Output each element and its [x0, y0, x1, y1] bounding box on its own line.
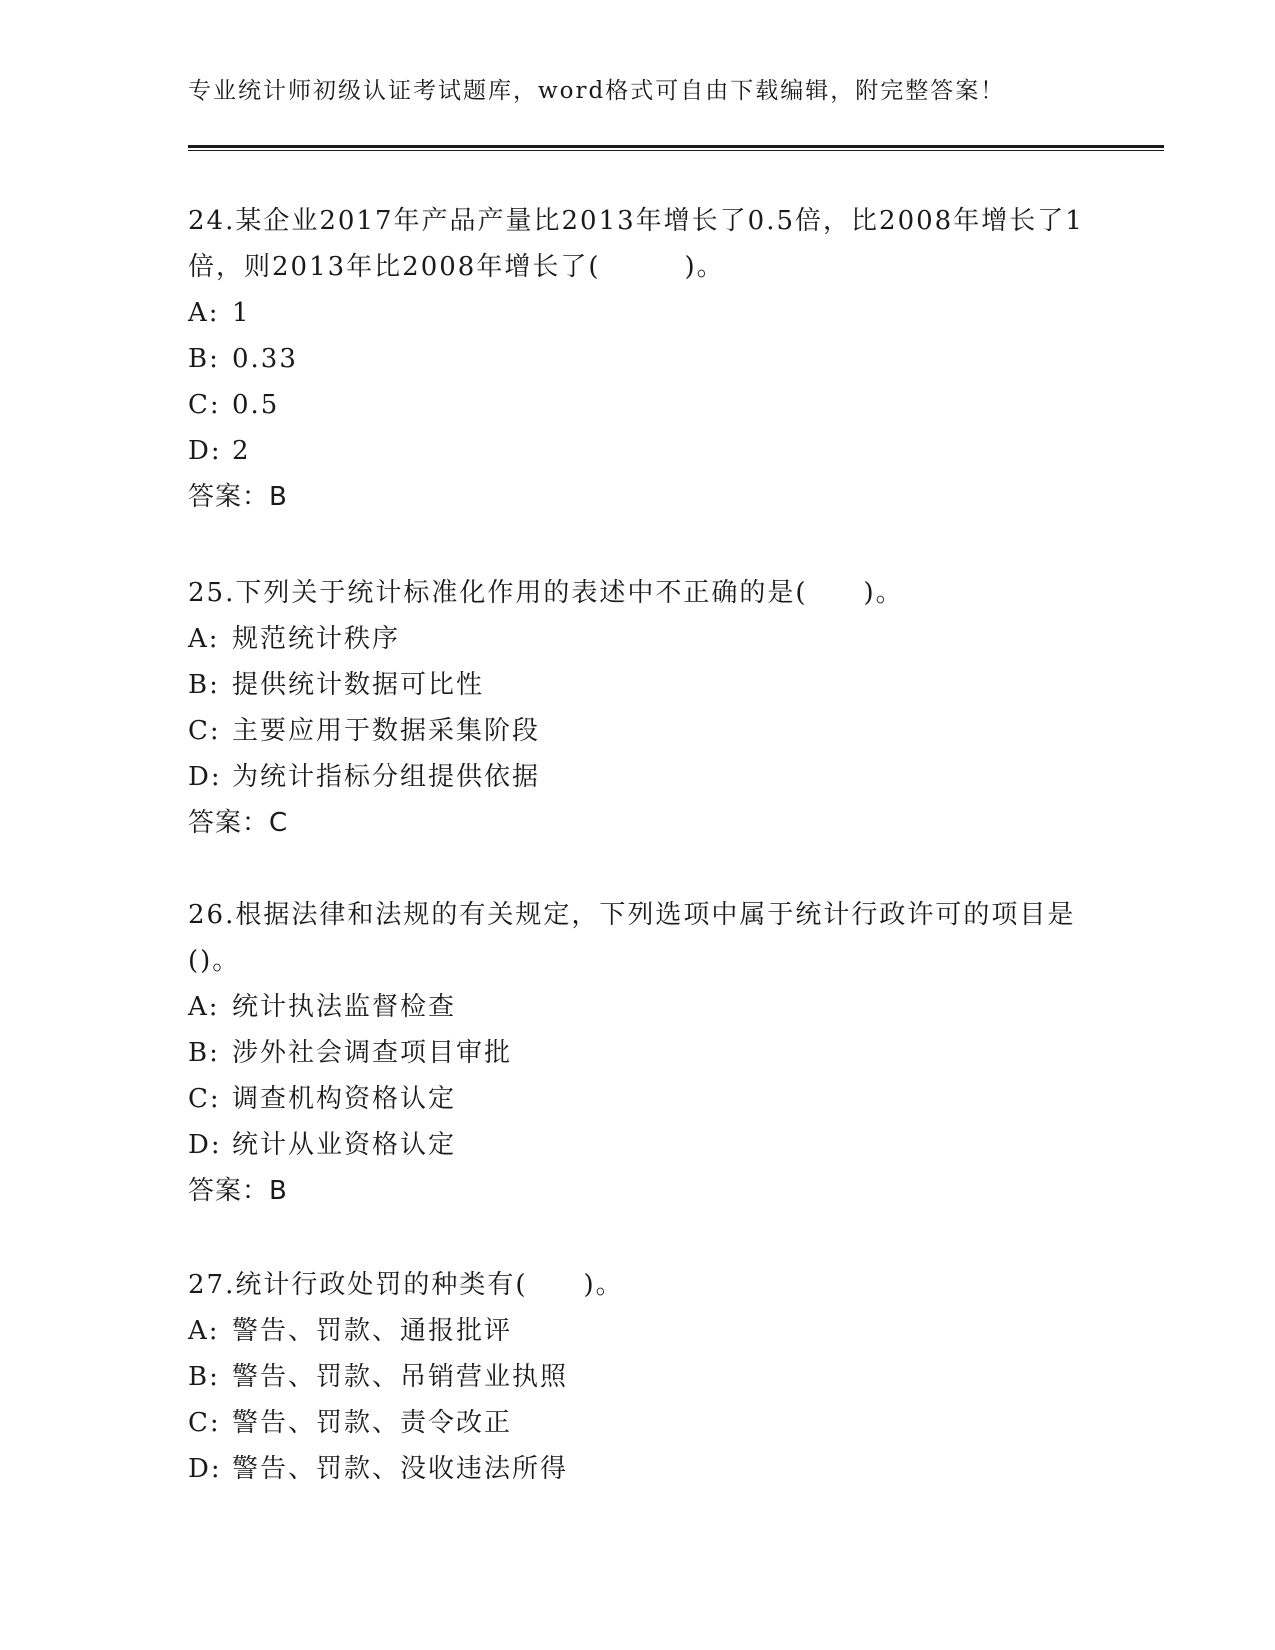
option-key: A:: [188, 1316, 220, 1346]
option-key: A:: [188, 992, 220, 1022]
option-key: B:: [188, 670, 220, 700]
option-a: [188, 290, 1088, 336]
option-text: 提供统计数据可比性: [232, 670, 485, 700]
option-text: 调查机构资格认定: [232, 1084, 457, 1114]
answer-line: 答案：B: [188, 482, 288, 512]
option-text: 警告、罚款、通报批评: [232, 1316, 513, 1346]
option-text: 统计从业资格认定: [232, 1130, 457, 1160]
option-key: B:: [188, 1038, 220, 1068]
option-c: [188, 1076, 1088, 1122]
option-d: [188, 1446, 1088, 1492]
option-b: [188, 1030, 1088, 1076]
option-a: [188, 984, 1088, 1030]
option-text: 1: [232, 298, 251, 328]
question-27: [188, 1262, 1088, 1492]
option-a: [188, 616, 1088, 662]
option-text: 警告、罚款、没收违法所得: [232, 1454, 569, 1484]
header-divider-thick: [188, 145, 1164, 148]
option-d: [188, 754, 1088, 800]
option-text: 警告、罚款、吊销营业执照: [232, 1362, 569, 1392]
option-text: 为统计指标分组提供依据: [232, 762, 541, 792]
page-header-title: 专业统计师初级认证考试题库，word格式可自由下载编辑，附完整答案！: [188, 78, 1006, 104]
option-a: [188, 1308, 1088, 1354]
question-25: [188, 570, 1088, 846]
option-text: 主要应用于数据采集阶段: [232, 716, 541, 746]
question-stem: 24.某企业2017年产品产量比2013年增长了0.5倍，比2008年增长了1倍，则2013年比2008年增长了( )。: [188, 206, 1084, 282]
option-key: C:: [188, 1084, 221, 1114]
option-b: [188, 1354, 1088, 1400]
option-text: 规范统计秩序: [232, 624, 401, 654]
option-text: 2: [232, 436, 251, 466]
option-c: [188, 1400, 1088, 1446]
question-stem: 26.根据法律和法规的有关规定，下列选项中属于统计行政许可的项目是()。: [188, 900, 1076, 976]
option-key: D:: [188, 1454, 222, 1484]
option-d: [188, 428, 1088, 474]
option-c: [188, 708, 1088, 754]
option-text: 0.33: [232, 344, 298, 374]
option-key: D:: [188, 762, 222, 792]
option-key: B:: [188, 1362, 220, 1392]
option-text: 统计执法监督检查: [232, 992, 457, 1022]
option-key: D:: [188, 1130, 222, 1160]
option-text: 涉外社会调查项目审批: [232, 1038, 513, 1068]
option-key: B:: [188, 344, 220, 374]
option-text: 0.5: [232, 390, 280, 420]
option-key: C:: [188, 1408, 221, 1438]
option-b: [188, 336, 1088, 382]
option-key: D:: [188, 436, 222, 466]
header-divider-thin: [188, 150, 1164, 151]
option-key: A:: [188, 298, 220, 328]
option-d: [188, 1122, 1088, 1168]
answer-line: 答案：C: [188, 808, 289, 838]
option-b: [188, 662, 1088, 708]
option-key: C:: [188, 390, 221, 420]
answer-line: 答案：B: [188, 1176, 288, 1206]
question-stem: 25.下列关于统计标准化作用的表述中不正确的是( )。: [188, 578, 904, 608]
question-24: [188, 198, 1088, 520]
option-key: A:: [188, 624, 220, 654]
option-text: 警告、罚款、责令改正: [232, 1408, 513, 1438]
question-stem: 27.统计行政处罚的种类有( )。: [188, 1270, 624, 1300]
option-c: [188, 382, 1088, 428]
option-key: C:: [188, 716, 221, 746]
question-26: [188, 892, 1088, 1214]
